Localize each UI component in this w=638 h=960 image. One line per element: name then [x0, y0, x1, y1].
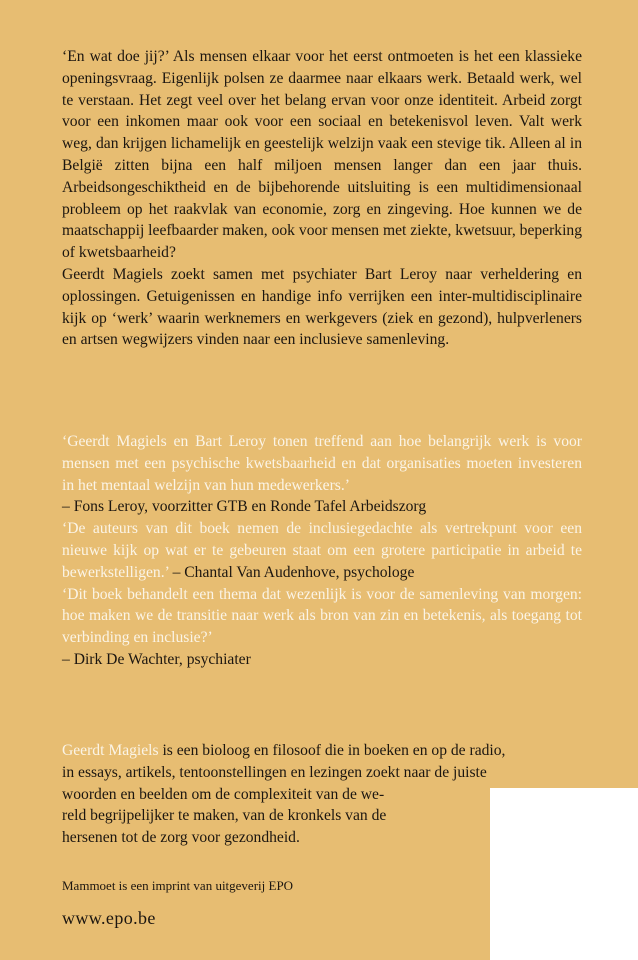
endorsement-source: – Fons Leroy, voorzitter GTB en Ronde Tafel Arbeidszorg	[62, 498, 427, 516]
bio-line-5: hersenen tot de zorg voor gezondheid.	[62, 829, 300, 847]
bio-line-3: woorden en beelden om de complexiteit van de we-	[62, 785, 385, 803]
endorsement-text: ‘Geerdt Magiels en Bart Leroy tonen treffend aan hoe belangrijk werk is voor mensen met een psychische kwetsbaarheid en dat organisaties moeten investeren in het mentaal welzijn van hun medewerkers.’	[62, 433, 582, 494]
endorsement-text: ‘De auteurs van dit boek nemen de inclusiegedachte als vertrekpunt voor een nieuwe kijk op wat er te gebeuren staat om een grotere participatie in arbeid te bewerkstelligen.’	[62, 520, 582, 581]
publisher-website: www.epo.be	[62, 908, 156, 928]
blurb-paragraph-2: Geerdt Magiels zoekt samen met psychiater Bart Leroy naar verheldering en oplossingen. Getuigenissen en handige info verrijken een inter-multidisciplinaire kijk op ‘werk’ waarin werknemers en werkgevers (ziek en gezond), hulpverleners en artsen wegwijzers vinden naar een inclusieve samenleving.	[62, 265, 582, 349]
endorsement-3	[62, 584, 582, 671]
endorsement-source: – Chantal Van Audenhove, psychologe	[172, 563, 415, 581]
bio-line-1	[62, 740, 582, 762]
author-name: Geerdt Magiels	[62, 742, 159, 759]
blurb	[62, 46, 582, 351]
bio-line-4: reld begrijpelijker te maken, van de kronkels van de	[62, 807, 387, 825]
bio-line-2: in essays, artikels, tentoonstellingen en lezingen zoekt naar de juiste	[62, 763, 487, 781]
endorsements	[62, 431, 582, 671]
endorsement-1	[62, 431, 582, 518]
endorsement-2	[62, 518, 582, 583]
blurb-paragraph-1: ‘En wat doe jij?’ Als mensen elkaar voor het eerst ontmoeten is het een klassieke openingsvraag. Eigenlijk polsen ze daarmee naar elkaars werk. Betaald werk, wel te verstaan. Het zegt veel over het belang ervan voor onze identiteit. Arbeid zorgt voor een inkomen maar ook voor een sociaal en betekenisvol leven. Valt werk weg, dan krijgen lichamelijk en geestelijk welzijn vaak een stevige tik. Alleen al in België zitten bijna een half miljoen mensen langer dan een jaar thuis. Arbeidsongeschiktheid en de bijbehorende uitsluiting is een multidimensionaal probleem op het raakvlak van economie, zorg en zingeving. Hoe kunnen we de maatschappij leefbaarder maken, ook voor mensen met ziekte, kwetsuur, beperking of kwetsbaarheid?	[62, 48, 582, 262]
bio-text-1: is een bioloog en filosoof die in boeken en op de radio,	[158, 742, 506, 759]
endorsement-text: ‘Dit boek behandelt een thema dat wezenlijk is voor de samenleving van morgen: hoe maken we de transitie naar werk als bron van zin en betekenis, als toegang tot verbinding en inclusie?’	[62, 585, 582, 647]
imprint-note: Mammoet is een imprint van uitgeverij EPO	[62, 878, 294, 893]
endorsement-source: – Dirk De Wachter, psychiater	[62, 650, 251, 668]
barcode-area	[490, 788, 638, 960]
